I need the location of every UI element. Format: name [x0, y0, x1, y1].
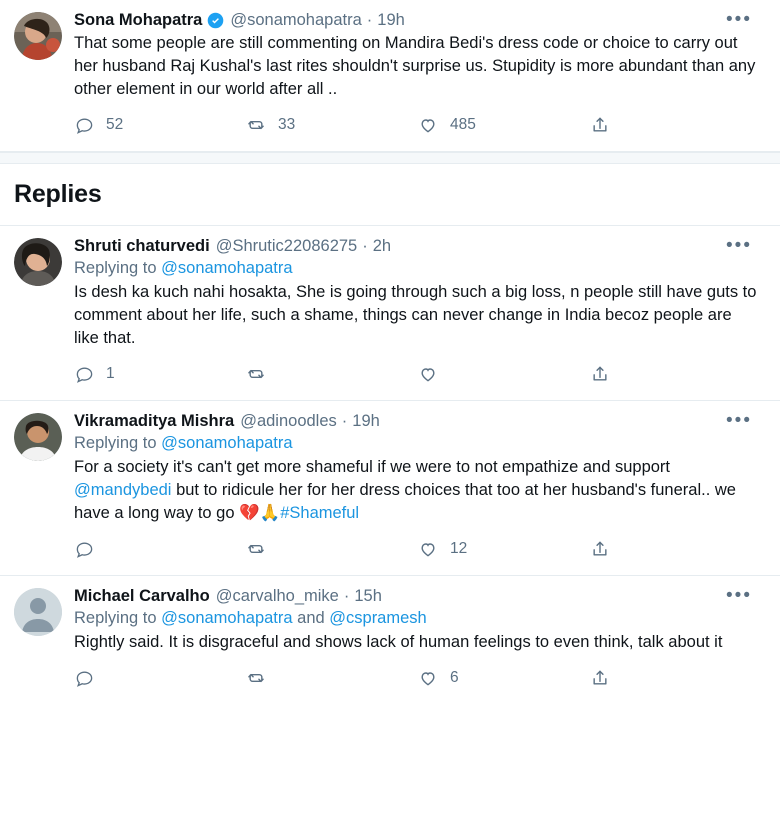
- like-count: 485: [450, 116, 476, 133]
- tweet-actions: [74, 664, 634, 692]
- retweet-button[interactable]: [246, 539, 418, 559]
- heart-icon: [418, 668, 438, 688]
- author-name[interactable]: Shruti chaturvedi: [74, 237, 210, 255]
- heart-icon: [418, 364, 438, 384]
- tweet-hashtag[interactable]: #Shameful: [280, 504, 360, 522]
- retweet-icon: [246, 668, 266, 688]
- tweet-text: [74, 456, 758, 525]
- avatar[interactable]: [14, 12, 62, 60]
- avatar-column: [14, 586, 74, 700]
- heart-icon: [418, 115, 438, 135]
- replying-to-mention-2[interactable]: @cspramesh: [329, 609, 427, 627]
- replies-heading: Replies: [0, 164, 780, 226]
- more-options-icon[interactable]: •••: [726, 410, 752, 431]
- tweet-body: [74, 236, 766, 396]
- reply-item[interactable]: [0, 401, 780, 576]
- timestamp[interactable]: 15h: [354, 587, 382, 605]
- separator-dot: ·: [341, 412, 348, 430]
- tweet-text: That some people are still commenting on Mandira Bedi's dress code or choice to carry out her husband Raj Kushal's last rites shouldn't surprise us. Stupidity is more abundant than any other element in our world after all ..: [74, 34, 756, 98]
- reply-icon: [74, 539, 94, 559]
- share-icon: [590, 668, 610, 688]
- separator-dot: ·: [362, 237, 368, 255]
- like-count: 12: [450, 540, 468, 557]
- reply-icon: [74, 668, 94, 688]
- avatar-column: [14, 411, 74, 571]
- reply-icon: [74, 115, 94, 135]
- replying-to-mention[interactable]: @sonamohapatra: [161, 609, 293, 627]
- tweet-body: [74, 411, 766, 571]
- avatar[interactable]: [14, 238, 62, 286]
- like-button[interactable]: [418, 364, 590, 384]
- more-options-icon[interactable]: •••: [726, 585, 752, 606]
- retweet-icon: [246, 115, 266, 135]
- retweet-count: 33: [278, 116, 296, 133]
- reply-item[interactable]: [0, 576, 780, 704]
- tweet-actions: [74, 360, 634, 388]
- share-icon: [590, 115, 610, 135]
- replying-to-line: [74, 257, 758, 279]
- separator-dot: ·: [343, 587, 350, 605]
- reply-button[interactable]: [74, 115, 246, 135]
- tweet-header: [74, 586, 758, 606]
- heart-icon: [418, 539, 438, 559]
- reply-button[interactable]: [74, 668, 246, 688]
- tweet-text-part-1: For a society it's can't get more shameful if we were to not empathize and support: [74, 458, 671, 476]
- replying-to-mention[interactable]: @sonamohapatra: [161, 434, 293, 452]
- tweet-actions: [74, 111, 634, 139]
- replying-to-mention[interactable]: @sonamohapatra: [161, 259, 293, 277]
- tweet-mention[interactable]: @mandybedi: [74, 481, 172, 499]
- like-button[interactable]: [418, 115, 590, 135]
- reply-icon: [74, 364, 94, 384]
- share-button[interactable]: [590, 539, 622, 559]
- retweet-icon: [246, 539, 266, 559]
- tweet-emoji: 💔🙏: [239, 504, 281, 522]
- verified-badge-icon: [207, 12, 224, 29]
- tweet-body: [74, 10, 766, 147]
- like-button[interactable]: [418, 539, 590, 559]
- avatar[interactable]: [14, 413, 62, 461]
- tweet-header: [74, 10, 758, 30]
- author-name[interactable]: Sona Mohapatra: [74, 11, 203, 29]
- share-icon: [590, 539, 610, 559]
- tweet-header: [74, 411, 758, 431]
- replying-to-line: [74, 432, 758, 454]
- retweet-button[interactable]: [246, 364, 418, 384]
- retweet-button[interactable]: [246, 115, 418, 135]
- replying-to-prefix: Replying to: [74, 434, 162, 452]
- share-button[interactable]: [590, 668, 622, 688]
- avatar-column: [14, 236, 74, 396]
- avatar[interactable]: [14, 588, 62, 636]
- replying-to-conjunction: and: [292, 609, 330, 627]
- timestamp[interactable]: 2h: [372, 237, 392, 255]
- timestamp[interactable]: 19h: [377, 11, 405, 29]
- main-tweet[interactable]: [0, 0, 780, 152]
- separator-dot: ·: [366, 11, 373, 29]
- replying-to-prefix: Replying to: [74, 259, 162, 277]
- replying-to-line: [74, 607, 758, 629]
- tweet-actions: [74, 535, 634, 563]
- author-handle[interactable]: @Shrutic22086275: [215, 237, 358, 255]
- timestamp[interactable]: 19h: [352, 412, 380, 430]
- avatar-column: [14, 10, 74, 147]
- like-button[interactable]: [418, 668, 590, 688]
- author-name[interactable]: Michael Carvalho: [74, 587, 210, 605]
- tweet-text: Is desh ka kuch nahi hosakta, She is going through such a big loss, n people still have guts to comment about her life, such a shame, things can never change in India becoz people are like that.: [74, 283, 757, 347]
- share-button[interactable]: [590, 364, 622, 384]
- like-count: 6: [450, 669, 459, 686]
- reply-button[interactable]: [74, 539, 246, 559]
- share-icon: [590, 364, 610, 384]
- author-handle[interactable]: @carvalho_mike: [215, 587, 339, 605]
- tweet-text: Rightly said. It is disgraceful and shows lack of human feelings to even think, talk about it: [74, 633, 723, 651]
- reply-count: 1: [106, 365, 115, 382]
- author-handle[interactable]: @adinoodles: [240, 412, 337, 430]
- author-handle[interactable]: @sonamohapatra: [230, 11, 362, 29]
- reply-button[interactable]: [74, 364, 246, 384]
- more-options-icon[interactable]: •••: [726, 235, 752, 256]
- more-options-icon[interactable]: •••: [726, 9, 752, 30]
- retweet-button[interactable]: [246, 668, 418, 688]
- retweet-icon: [246, 364, 266, 384]
- replying-to-prefix: Replying to: [74, 609, 162, 627]
- tweet-body: [74, 586, 766, 700]
- tweet-header: [74, 236, 758, 256]
- author-name[interactable]: Vikramaditya Mishra: [74, 412, 235, 430]
- section-separator: [0, 152, 780, 164]
- tweet-text-part-2: but to ridicule her for her dress choices that too at her husband's funeral.. we have a long way to go: [74, 481, 736, 522]
- reply-count: 52: [106, 116, 124, 133]
- reply-item[interactable]: [0, 226, 780, 401]
- share-button[interactable]: [590, 115, 622, 135]
